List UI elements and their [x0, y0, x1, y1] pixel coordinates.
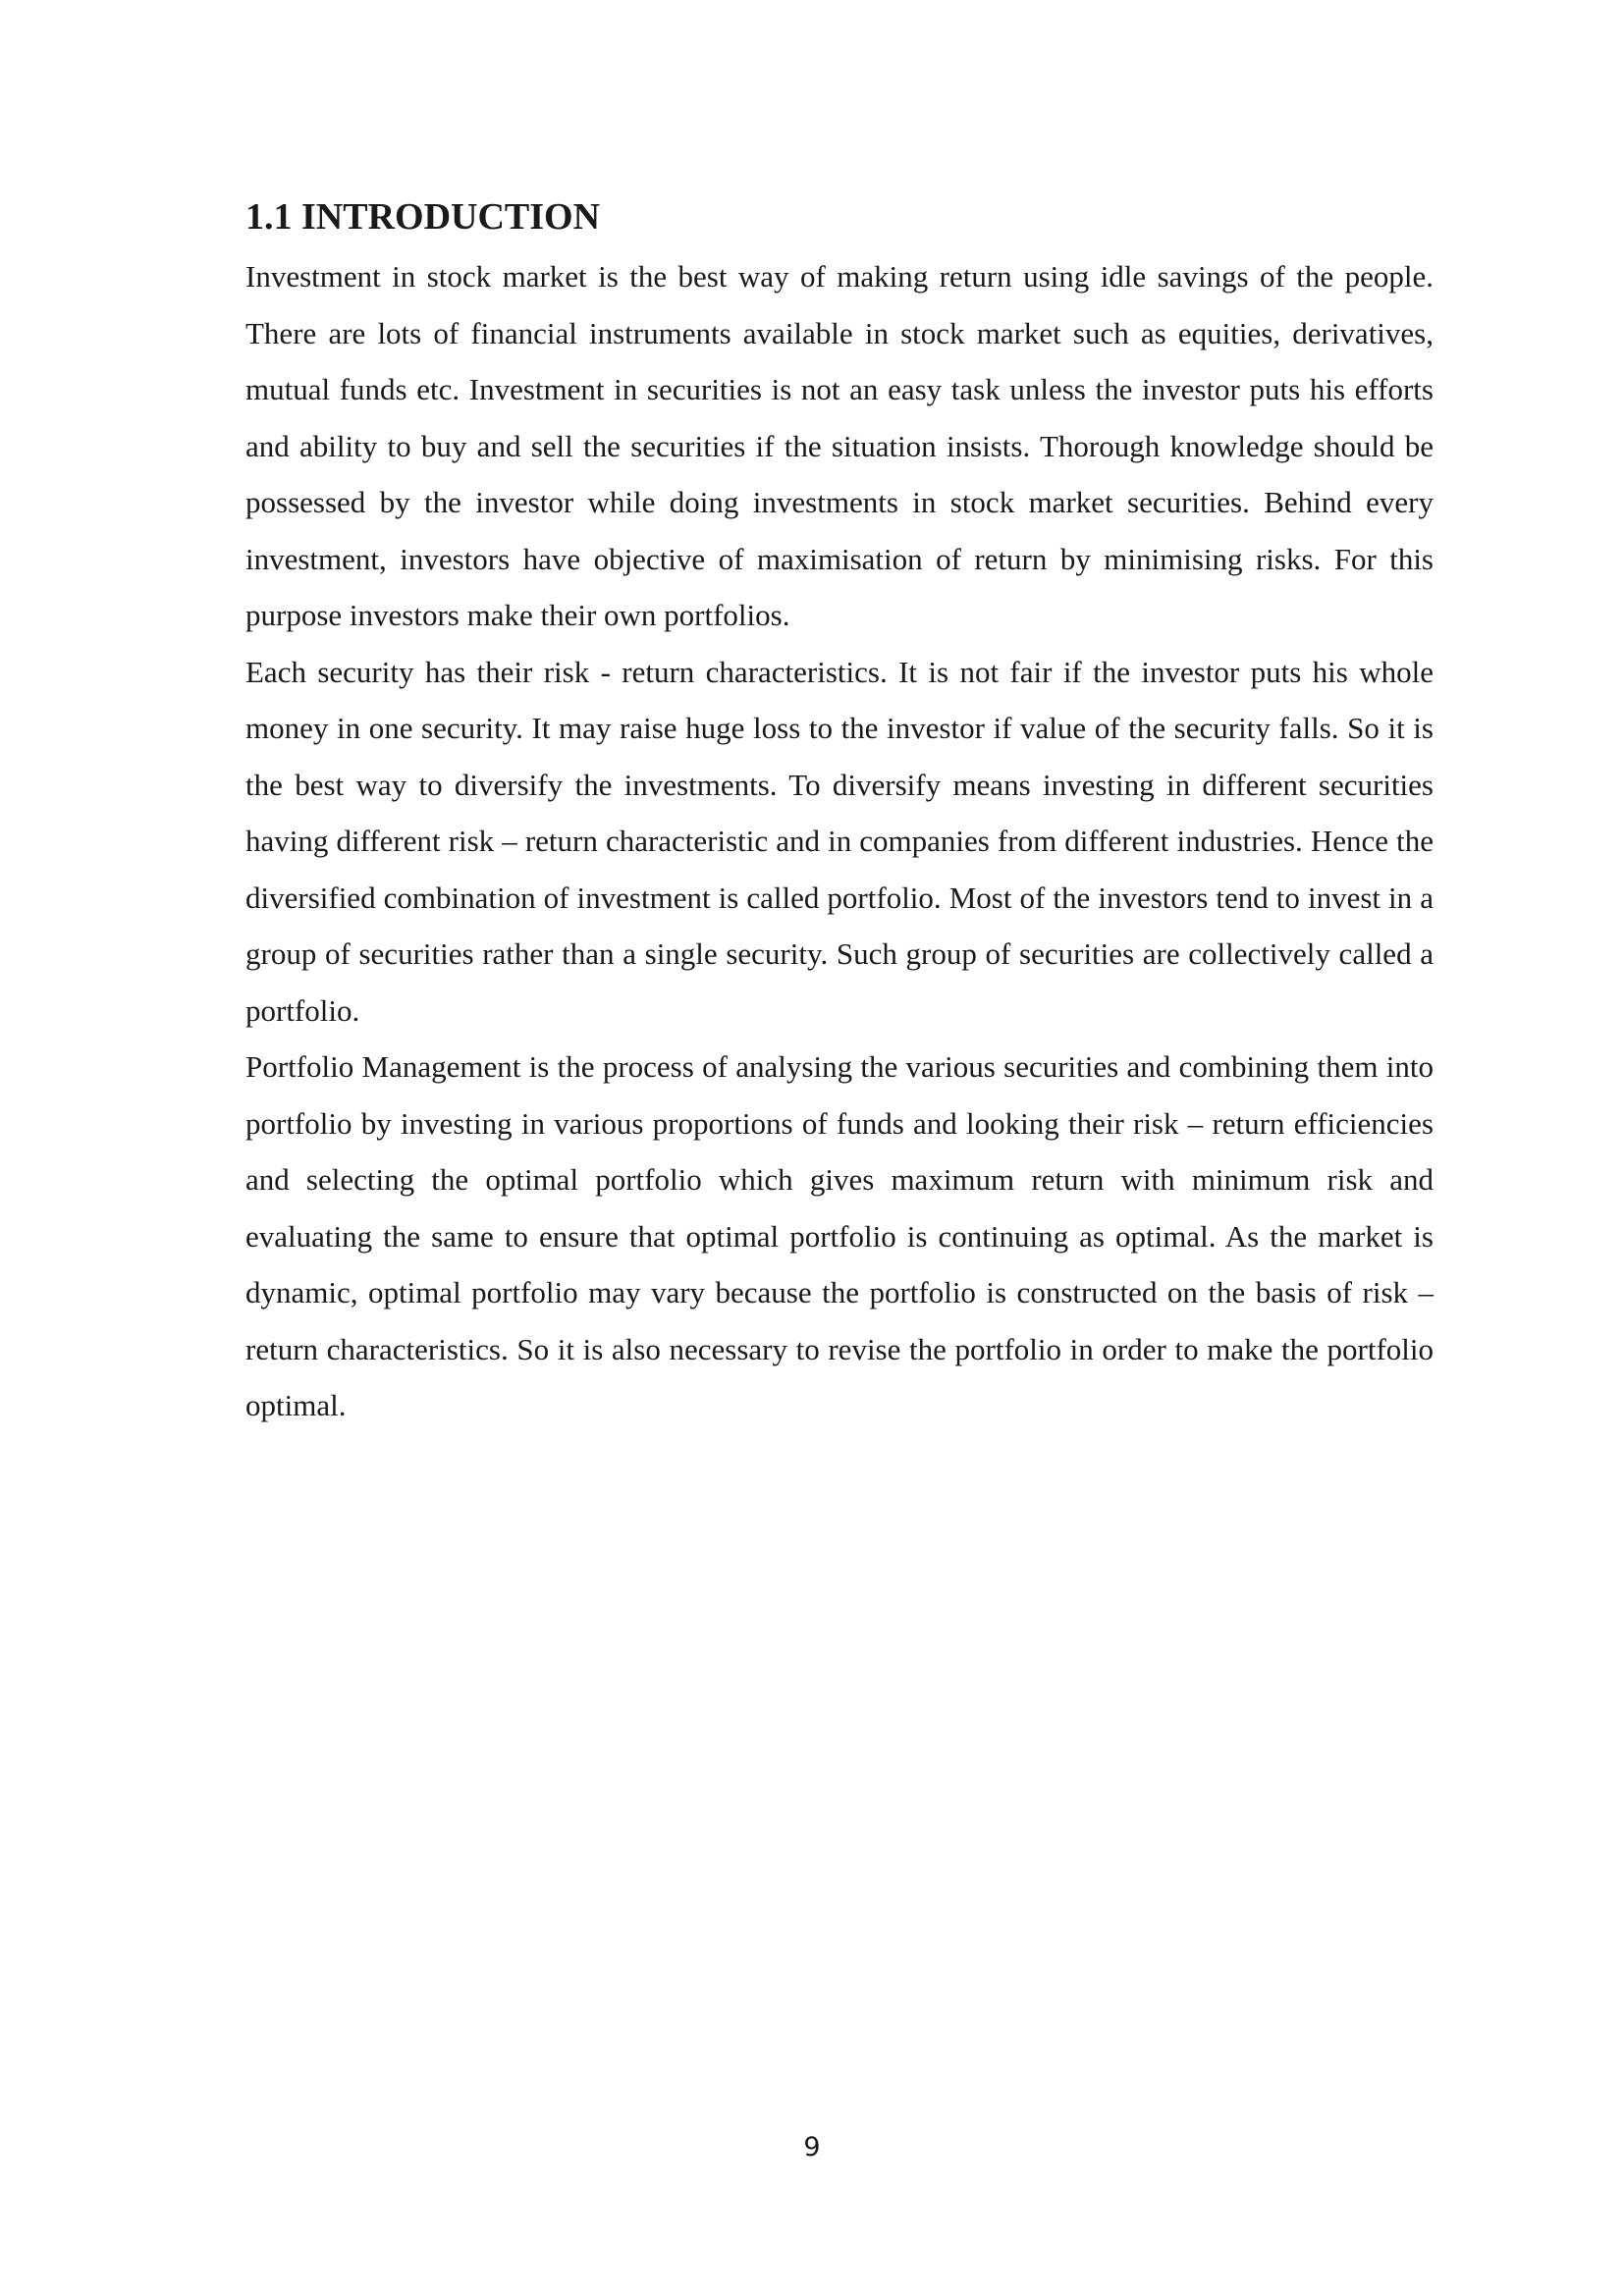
- paragraph-investment-intro: Investment in stock market is the best way of making return using idle savings of the people. There are lots of financial instruments available in stock market such as equities, derivatives, mutual funds etc. Investment in securities is not an easy task unless the investor puts his efforts and ability to buy and sell the securities if the situation insists. Thorough knowledge should be possessed by the investor while doing investments in stock market securities. Behind every investment, investors have objective of maximisation of return by minimising risks. For this purpose investors make their own portfolios.: [245, 259, 1434, 632]
- page-body: [245, 191, 1434, 1434]
- section-heading: 1.1 INTRODUCTION: [245, 196, 601, 238]
- paragraph-portfolio-management: Portfolio Management is the process of analysing the various securities and combining them into portfolio by investing in various proportions of funds and looking their risk – return efficiencies and selecting the optimal portfolio which gives maximum return with minimum risk and evaluating the same to ensure that optimal portfolio is continuing as optimal. As the market is dynamic, optimal portfolio may vary because the portfolio is constructed on the basis of risk – return characteristics. So it is also necessary to revise the portfolio in order to make the portfolio optimal.: [245, 1049, 1434, 1422]
- page-number: 9: [803, 2132, 821, 2163]
- paragraph-diversification: Each security has their risk - return characteristics. It is not fair if the investor puts his whole money in one security. It may raise huge loss to the investor if value of the security falls. So it is the best way to diversify the investments. To diversify means investing in different securities having different risk – return characteristic and in companies from different industries. Hence the diversified combination of investment is called portfolio. Most of the investors tend to invest in a group of securities rather than a single security. Such group of securities are collectively called a portfolio.: [245, 654, 1434, 1028]
